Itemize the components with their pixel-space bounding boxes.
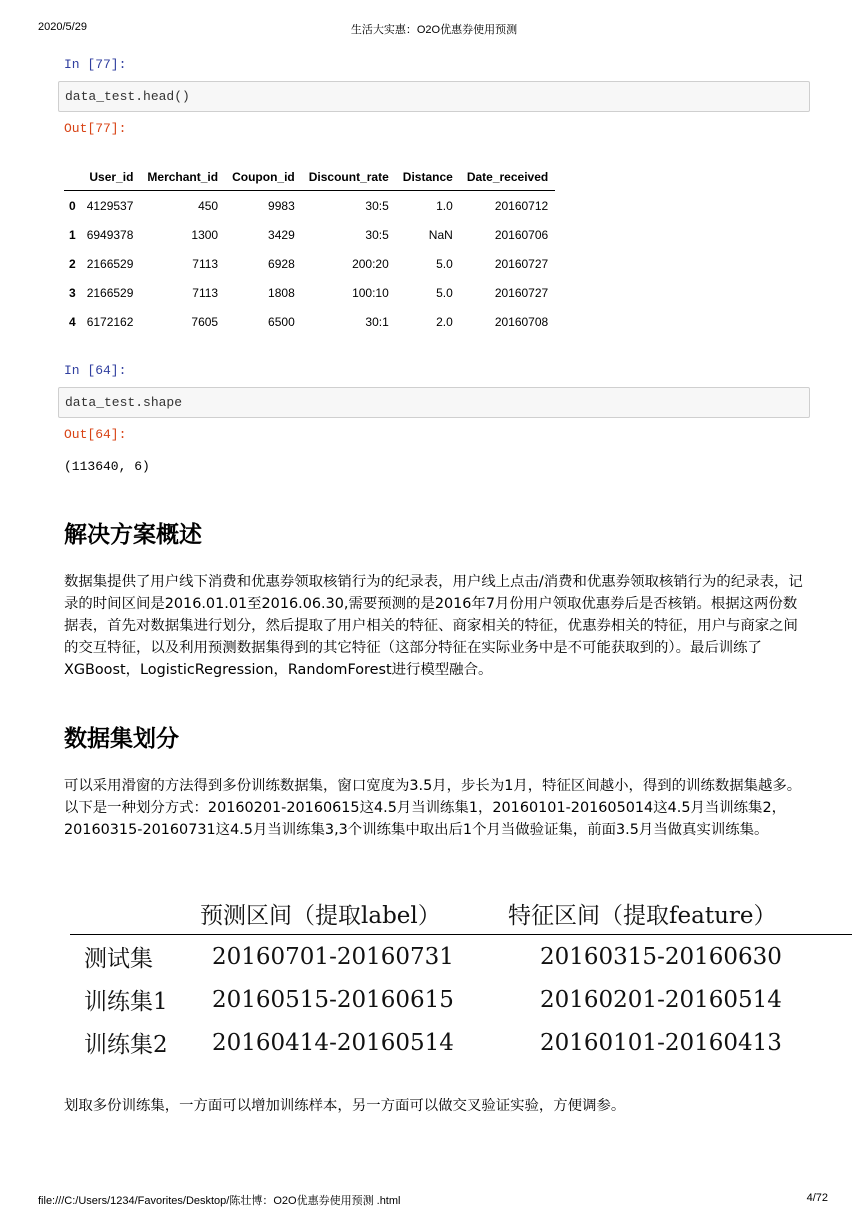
table-header-cell: Merchant_id (140, 164, 225, 191)
row-index: 4 (69, 314, 76, 329)
table-cell: 1808 (268, 285, 295, 300)
dataframe-table (64, 164, 555, 336)
table-header-cell: Date_received (460, 164, 555, 191)
table-cell: 20160414-20160514 (212, 1029, 454, 1056)
table-row (64, 191, 555, 221)
table-cell: 5.0 (436, 256, 453, 271)
table-header-cell (70, 892, 200, 935)
row-index: 1 (69, 227, 76, 242)
table-cell: 1300 (191, 227, 219, 242)
table-cell: 训练集2 (84, 1032, 168, 1058)
print-date: 2020/5/29 (38, 21, 87, 33)
table-header-row (64, 164, 555, 191)
section-paragraph: 可以采用滑窗的方法得到多份训练数据集，窗口宽度为3.5月，步长为1月，特征区间越小，得到的训练数据集越多。以下是一种划分方式：20160201-20160615这4.5月当训练集1，20160101-201605014这4.5月当训练集2，20160315-20160731这4.5月当训练集3,3个训练集中取出后1个月当做验证集，前面3.5月当做真实训练集。 (64, 778, 802, 838)
table-cell: 20160101-20160413 (540, 1029, 782, 1056)
table-row (64, 278, 555, 307)
table-cell: 6949378 (86, 227, 134, 242)
table-cell: 100:10 (352, 285, 389, 300)
table-header-cell: Distance (396, 164, 460, 191)
print-page-number: 4/72 (806, 1192, 828, 1204)
shape-output: (113640, 6) (64, 459, 150, 474)
table-cell: 20160708 (494, 314, 549, 329)
table-cell: 20160701-20160731 (212, 943, 454, 970)
table-cell: 20160712 (494, 198, 549, 213)
row-index: 2 (69, 256, 76, 271)
table-header-cell: 预测区间（提取label） (200, 892, 508, 935)
table-header-row (70, 892, 852, 935)
table-cell: 9983 (268, 198, 295, 213)
table-cell: 20160201-20160514 (540, 986, 782, 1013)
table-cell: 20160727 (494, 256, 549, 271)
table-cell: 6172162 (86, 314, 134, 329)
table-cell: NaN (428, 227, 453, 242)
table-cell: 2166529 (86, 285, 134, 300)
table-cell: 5.0 (436, 285, 453, 300)
output-prompt: Out[77]: (64, 121, 127, 136)
table-row (64, 249, 555, 278)
table-cell: 30:5 (365, 227, 389, 242)
table-row (64, 307, 555, 336)
table-cell: 6500 (268, 314, 295, 329)
table-cell: 4129537 (86, 198, 134, 213)
section-heading: 数据集划分 (64, 726, 179, 752)
input-prompt: In [77]: (64, 57, 127, 72)
code-cell[interactable]: data_test.head() (58, 81, 810, 112)
table-cell: 2.0 (436, 314, 453, 329)
table-row (70, 1021, 852, 1064)
table-header-cell: User_id (80, 164, 141, 191)
section-paragraph: 数据集提供了用户线下消费和优惠券领取核销行为的纪录表，用户线上点击/消费和优惠券领取核销行为的纪录表，记录的时间区间是2016.01.01至2016.06.30,需要预测的是2016年7月份用户领取优惠券后是否核销。根据这两份数据表，首先对数据集进行划分，然后提取了用户相关的特征、商家相关的特征，优惠券相关的特征，用户与商家之间的交互特征，以及利用预测数据集得到的其它特征（这部分特征在实际业务中是不可能获取到的）。最后训练了XGBoost，LogisticRegression，RandomForest进行模型融合。 (64, 574, 803, 678)
table-cell: 20160706 (494, 227, 549, 242)
table-cell: 20160515-20160615 (212, 986, 454, 1013)
table-row (70, 978, 852, 1021)
table-header-cell: Coupon_id (225, 164, 302, 191)
row-index: 3 (69, 285, 76, 300)
table-cell: 7113 (192, 285, 219, 300)
table-header-cell: Discount_rate (302, 164, 396, 191)
table-cell: 7113 (192, 256, 219, 271)
code-cell[interactable]: data_test.shape (58, 387, 810, 418)
table-row (64, 220, 555, 249)
table-header-cell: 特征区间（提取feature） (508, 892, 852, 935)
table-row (70, 935, 852, 979)
print-title: 生活大实惠：O2O优惠券使用预测 (350, 24, 518, 36)
table-cell: 20160727 (494, 285, 549, 300)
split-table (70, 892, 852, 1064)
table-cell: 训练集1 (84, 989, 168, 1015)
table-header-cell (64, 164, 80, 191)
input-prompt: In [64]: (64, 363, 127, 378)
table-cell: 6928 (268, 256, 295, 271)
table-cell: 1.0 (436, 198, 453, 213)
table-cell: 2166529 (86, 256, 134, 271)
closing-paragraph: 划取多份训练集，一方面可以增加训练样本，另一方面可以做交叉验证实验，方便调参。 (64, 1098, 626, 1114)
row-index: 0 (69, 198, 76, 213)
table-cell: 7605 (191, 314, 219, 329)
section-heading: 解决方案概述 (64, 522, 202, 548)
table-cell: 450 (198, 198, 219, 213)
table-cell: 3429 (268, 227, 295, 242)
table-cell: 200:20 (352, 256, 389, 271)
output-prompt: Out[64]: (64, 427, 127, 442)
table-cell: 30:1 (365, 314, 389, 329)
table-cell: 测试集 (84, 946, 153, 972)
table-cell: 20160315-20160630 (540, 943, 782, 970)
table-cell: 30:5 (365, 198, 389, 213)
print-file-path: file:///C:/Users/1234/Favorites/Desktop/陈壮博：O2O优惠券使用预测 .html (38, 1195, 401, 1207)
